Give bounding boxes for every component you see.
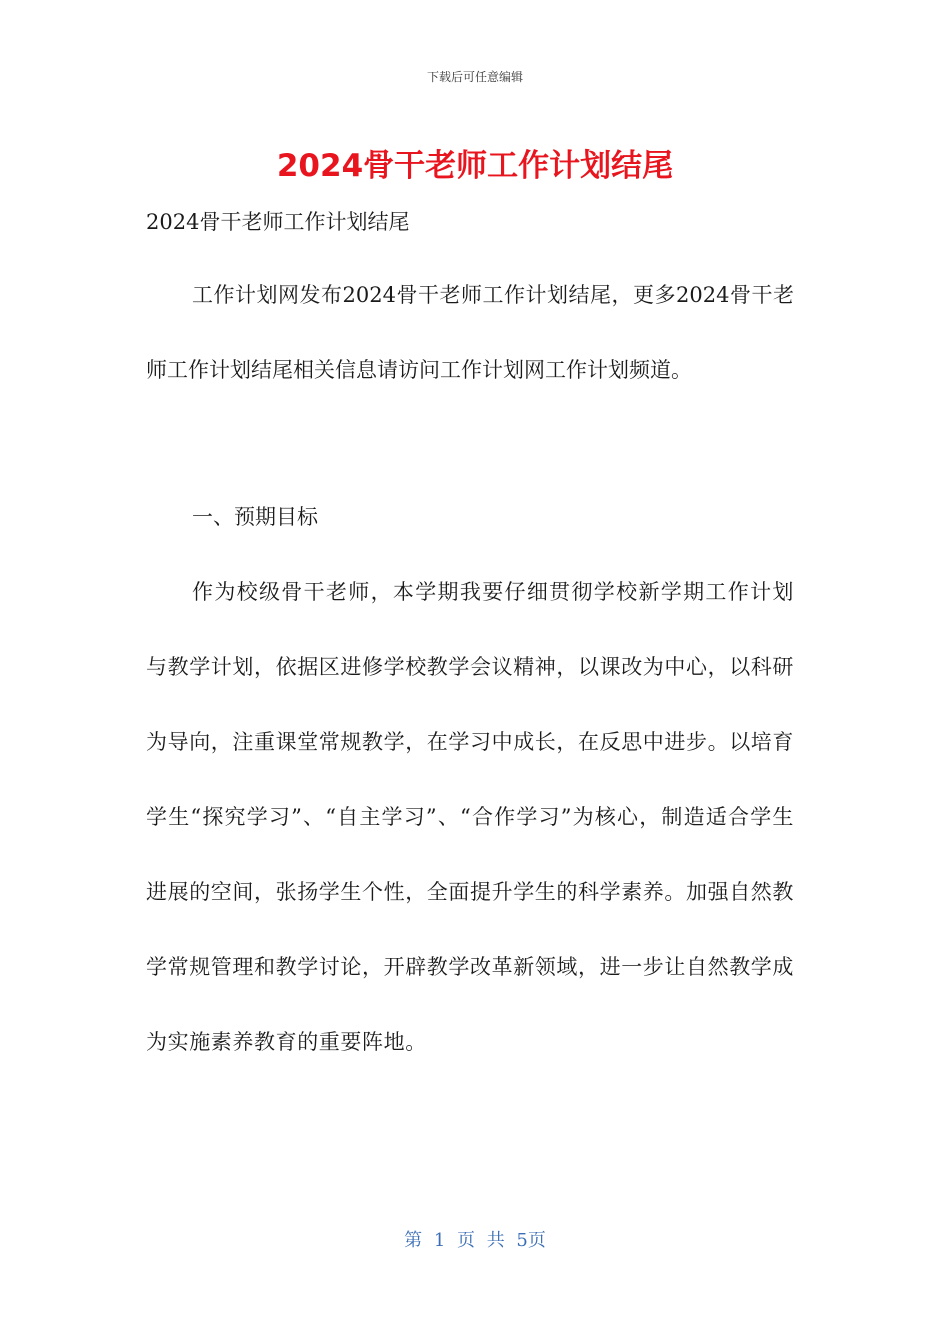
body-paragraph: 作为校级骨干老师，本学期我要仔细贯彻学校新学期工作计划与教学计划，依据区进修学校教学会议精神，以课改为中心，以科研为导向，注重课堂常规教学，在学习中成长，在反思中进步。以培育学生“探究学习”、“自主学习”、“合作学习”为核心，制造适合学生进展的空间，张扬学生个性，全面提升学生的科学素养。加强自然教学常规管理和教学讨论，开辟教学改革新领域，进一步让自然教学成为实施素养教育的重要阵地。 bbox=[146, 580, 794, 1054]
section-heading: 一、预期目标 bbox=[192, 505, 318, 529]
header-note: 下载后可任意编辑 bbox=[426, 70, 523, 84]
document-title: 2024骨干老师工作计划结尾 bbox=[276, 148, 674, 184]
intro-paragraph: 工作计划网发布2024骨干老师工作计划结尾，更多2024骨干老师工作计划结尾相关信息请访问工作计划网工作计划频道。 bbox=[146, 283, 794, 382]
page-number-footer: 第 1 页 共 5页 bbox=[404, 1230, 546, 1251]
document-subtitle: 2024骨干老师工作计划结尾 bbox=[146, 210, 410, 234]
